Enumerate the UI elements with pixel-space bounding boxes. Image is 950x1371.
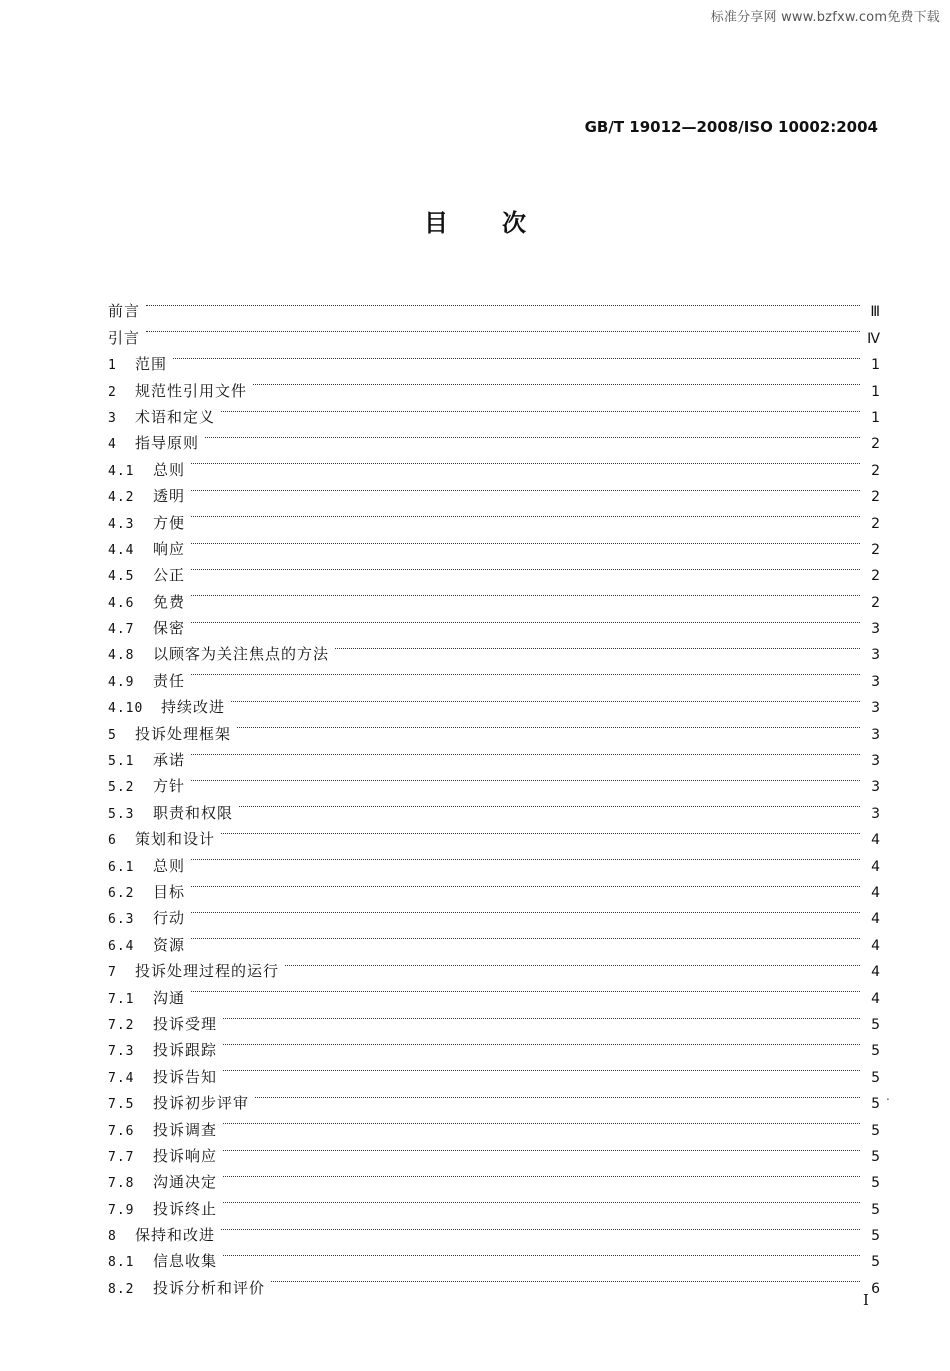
toc-entry-title: 范围 (135, 355, 168, 374)
toc-entry-title: 方便 (153, 513, 186, 532)
toc-leader-dots (146, 290, 860, 316)
toc-entry-title: 投诉终止 (153, 1199, 218, 1218)
toc-entry[interactable] (108, 791, 880, 822)
toc-entry[interactable] (108, 369, 880, 400)
toc-entry-title: 保持和改进 (135, 1226, 216, 1245)
toc-entry[interactable] (108, 448, 880, 479)
toc-leader-dots (191, 765, 860, 791)
toc-entry-title: 引言 (108, 328, 141, 347)
toc-leader-dots (191, 976, 860, 1002)
toc-entry-title: 投诉调查 (153, 1120, 218, 1139)
toc-entry-title: 行动 (153, 909, 186, 928)
toc-leader-dots (239, 791, 860, 817)
toc-entry-page: 4 (871, 884, 880, 901)
toc-entry-title: 公正 (153, 566, 186, 585)
toc-entry-title: 投诉处理过程的运行 (135, 962, 280, 981)
toc-entry-number: 1 (108, 358, 117, 374)
toc-entry-number: 7.5 (108, 1097, 135, 1113)
toc-leader-dots (191, 871, 860, 897)
toc-leader-dots (191, 607, 860, 633)
toc-entry-title: 术语和定义 (135, 407, 216, 426)
toc-entry-number: 7.3 (108, 1044, 135, 1060)
toc-entry[interactable] (108, 871, 880, 901)
toc-leader-dots (223, 1240, 860, 1266)
toc-leader-dots (146, 316, 860, 342)
toc-entry-page: 5 (871, 1254, 880, 1271)
toc-entry[interactable] (108, 396, 880, 426)
toc-entry-title: 投诉响应 (153, 1146, 218, 1165)
toc-entry-title: 承诺 (153, 751, 186, 770)
toc-entry-number: 2 (108, 384, 117, 400)
toc-entry-title: 策划和设计 (135, 830, 216, 849)
toc-leader-dots (191, 580, 860, 606)
toc-leader-dots (191, 659, 860, 685)
toc-entry-title: 资源 (153, 935, 186, 954)
toc-entry-number: 7.1 (108, 991, 135, 1007)
toc-entry-page: 4 (871, 911, 880, 928)
toc-entry-title: 规范性引用文件 (135, 381, 248, 400)
toc-leader-dots (191, 923, 860, 949)
toc-leader-dots (191, 501, 860, 527)
toc-entry-page: 1 (871, 357, 880, 374)
toc-entry-number: 4.2 (108, 490, 135, 506)
toc-entry-number: 6 (108, 833, 117, 849)
toc-entry[interactable] (108, 765, 880, 796)
toc-leader-dots (191, 844, 860, 870)
toc-entry-number: 6.3 (108, 912, 135, 928)
toc-entry-number: 4.4 (108, 542, 135, 558)
toc-entry-number: 5.3 (108, 806, 135, 822)
toc-leader-dots (231, 686, 860, 712)
toc-leader-dots (191, 739, 860, 765)
toc-entry-page: 4 (871, 832, 880, 849)
toc-entry-number: 4.3 (108, 516, 135, 532)
toc-entry[interactable] (108, 475, 880, 506)
toc-entry-title: 沟通决定 (153, 1173, 218, 1192)
toc-entry[interactable] (108, 580, 880, 611)
toc-leader-dots (237, 712, 860, 738)
toc-entry-page: 4 (871, 964, 880, 981)
toc-entry-page: 6 (871, 1280, 880, 1297)
toc-entry-number: 7.9 (108, 1202, 135, 1218)
toc-entry-number: 7.4 (108, 1070, 135, 1086)
table-of-contents (108, 290, 880, 1297)
toc-entry[interactable] (108, 1135, 880, 1165)
toc-entry-number: 8.2 (108, 1281, 135, 1297)
toc-leader-dots (221, 1214, 860, 1240)
toc-entry[interactable] (108, 1082, 880, 1113)
toc-entry[interactable] (108, 686, 880, 717)
toc-entry-page: 4 (871, 990, 880, 1007)
toc-entry[interactable] (108, 316, 880, 347)
toc-entry[interactable] (108, 1214, 880, 1245)
toc-entry[interactable] (108, 844, 880, 875)
toc-entry-page: 3 (871, 805, 880, 822)
toc-leader-dots (173, 343, 860, 369)
toc-entry-title: 投诉受理 (153, 1014, 218, 1033)
toc-entry[interactable] (108, 290, 880, 321)
toc-entry-page: 1 (871, 383, 880, 400)
toc-leader-dots (191, 897, 860, 923)
toc-entry[interactable] (108, 897, 880, 928)
toc-entry-title: 透明 (153, 487, 186, 506)
toc-entry-page: 3 (871, 753, 880, 770)
toc-entry-number: 4.6 (108, 595, 135, 611)
toc-leader-dots (253, 369, 860, 395)
toc-entry-title: 职责和权限 (153, 803, 234, 822)
toc-entry[interactable] (108, 1003, 880, 1033)
toc-entry-number: 6.2 (108, 885, 135, 901)
toc-entry-title: 责任 (153, 671, 186, 690)
toc-leader-dots (223, 1187, 860, 1213)
toc-entry-number: 8.1 (108, 1255, 135, 1271)
toc-entry-number: 4 (108, 437, 117, 453)
toc-entry-page: 4 (871, 858, 880, 875)
toc-entry-number: 3 (108, 410, 117, 426)
toc-entry-title: 投诉告知 (153, 1067, 218, 1086)
toc-entry[interactable] (108, 976, 880, 1007)
toc-entry-title: 持续改进 (161, 698, 226, 717)
toc-entry-title: 前言 (108, 302, 141, 321)
toc-entry-number: 7.7 (108, 1149, 135, 1165)
toc-entry-number: 7.6 (108, 1123, 135, 1139)
toc-entry[interactable] (108, 633, 880, 664)
toc-entry[interactable] (108, 607, 880, 638)
toc-entry-number: 4.9 (108, 674, 135, 690)
toc-entry[interactable] (108, 343, 880, 374)
toc-entry-title: 沟通 (153, 988, 186, 1007)
toc-entry-title: 以顾客为关注焦点的方法 (153, 645, 330, 664)
toc-entry[interactable] (108, 1108, 880, 1139)
toc-entry[interactable] (108, 923, 880, 954)
toc-entry-number: 5.1 (108, 754, 135, 770)
toc-entry-title: 保密 (153, 619, 186, 638)
toc-entry-page: 2 (871, 541, 880, 558)
toc-entry-title: 方针 (153, 777, 186, 796)
toc-entry[interactable] (108, 1161, 880, 1192)
toc-leader-dots (191, 528, 860, 554)
toc-entry-title: 响应 (153, 539, 186, 558)
toc-entry-page: 4 (871, 937, 880, 954)
toc-entry[interactable] (108, 422, 880, 453)
standard-number: GB/T 19012—2008/ISO 10002:2004 (584, 118, 878, 136)
toc-entry-page: 5 (871, 1069, 880, 1086)
toc-leader-dots (223, 1003, 860, 1029)
toc-entry[interactable] (108, 528, 880, 558)
toc-entry-title: 指导原则 (135, 434, 200, 453)
toc-entry-title: 投诉处理框架 (135, 724, 232, 743)
toc-leader-dots (285, 950, 860, 976)
toc-entry-number: 8 (108, 1229, 117, 1245)
toc-leader-dots (221, 818, 860, 844)
toc-entry-page: 5 (871, 1148, 880, 1165)
toc-entry-title: 信息收集 (153, 1252, 218, 1271)
toc-leader-dots (221, 396, 860, 422)
scan-artifact-dot: . (886, 1089, 890, 1103)
toc-entry-page: Ⅲ (870, 304, 880, 321)
toc-entry[interactable] (108, 1266, 880, 1297)
toc-entry-page: 3 (871, 700, 880, 717)
toc-entry[interactable] (108, 1240, 880, 1271)
toc-entry-page: 1 (871, 409, 880, 426)
toc-leader-dots (191, 475, 860, 501)
toc-entry-number: 4.10 (108, 701, 144, 717)
toc-entry-page: 2 (871, 594, 880, 611)
toc-entry-page: 3 (871, 673, 880, 690)
toc-entry-page: 3 (871, 647, 880, 664)
toc-leader-dots (255, 1082, 860, 1108)
toc-entry-title: 总则 (153, 460, 186, 479)
toc-entry-number: 4.8 (108, 648, 135, 664)
page-number: I (863, 1291, 869, 1309)
toc-entry-number: 6.1 (108, 859, 135, 875)
toc-entry-title: 总则 (153, 856, 186, 875)
toc-leader-dots (335, 633, 860, 659)
toc-entry-number: 5 (108, 727, 117, 743)
toc-leader-dots (223, 1029, 860, 1055)
toc-leader-dots (205, 422, 860, 448)
toc-entry-number: 7 (108, 965, 117, 981)
toc-entry[interactable] (108, 950, 880, 981)
toc-leader-dots (223, 1135, 860, 1161)
toc-entry-page: 5 (871, 1043, 880, 1060)
toc-leader-dots (271, 1266, 860, 1292)
toc-entry[interactable] (108, 739, 880, 770)
watermark-text: 标准分享网 www.bzfxw.com免费下载 (710, 10, 940, 25)
toc-entry-page: 3 (871, 779, 880, 796)
toc-entry[interactable] (108, 554, 880, 585)
page-title: 目次 (424, 208, 580, 237)
toc-entry-page: 5 (871, 1228, 880, 1245)
toc-entry-page: Ⅳ (867, 330, 880, 347)
toc-entry-page: 3 (871, 621, 880, 638)
toc-entry-page: 5 (871, 1122, 880, 1139)
toc-entry-number: 5.2 (108, 780, 135, 796)
toc-entry-page: 5 (871, 1201, 880, 1218)
toc-entry-title: 投诉跟踪 (153, 1041, 218, 1060)
toc-entry-title: 投诉分析和评价 (153, 1278, 266, 1297)
toc-entry-page: 2 (871, 462, 880, 479)
toc-entry-page: 2 (871, 568, 880, 585)
toc-entry[interactable] (108, 1055, 880, 1086)
toc-leader-dots (223, 1108, 860, 1134)
toc-leader-dots (223, 1055, 860, 1081)
toc-entry-number: 4.1 (108, 463, 135, 479)
toc-leader-dots (223, 1161, 860, 1187)
toc-entry[interactable] (108, 1029, 880, 1060)
toc-leader-dots (191, 554, 860, 580)
toc-entry-page: 2 (871, 436, 880, 453)
toc-entry-number: 4.5 (108, 569, 135, 585)
toc-entry-number: 4.7 (108, 622, 135, 638)
toc-entry-page: 2 (871, 515, 880, 532)
toc-entry-page: 2 (871, 489, 880, 506)
toc-entry-number: 7.2 (108, 1017, 135, 1033)
toc-entry-title: 免费 (153, 592, 186, 611)
toc-leader-dots (191, 448, 860, 474)
toc-entry[interactable] (108, 818, 880, 849)
toc-entry-page: 5 (871, 1016, 880, 1033)
toc-entry-page: 5 (871, 1175, 880, 1192)
toc-entry-title: 投诉初步评审 (153, 1094, 250, 1113)
toc-entry-page: 5 (871, 1096, 880, 1113)
toc-entry-number: 6.4 (108, 938, 135, 954)
toc-entry-page: 3 (871, 726, 880, 743)
toc-entry[interactable] (108, 501, 880, 532)
toc-entry[interactable] (108, 659, 880, 690)
toc-entry[interactable] (108, 1187, 880, 1218)
toc-entry-number: 7.8 (108, 1176, 135, 1192)
toc-entry-title: 目标 (153, 882, 186, 901)
